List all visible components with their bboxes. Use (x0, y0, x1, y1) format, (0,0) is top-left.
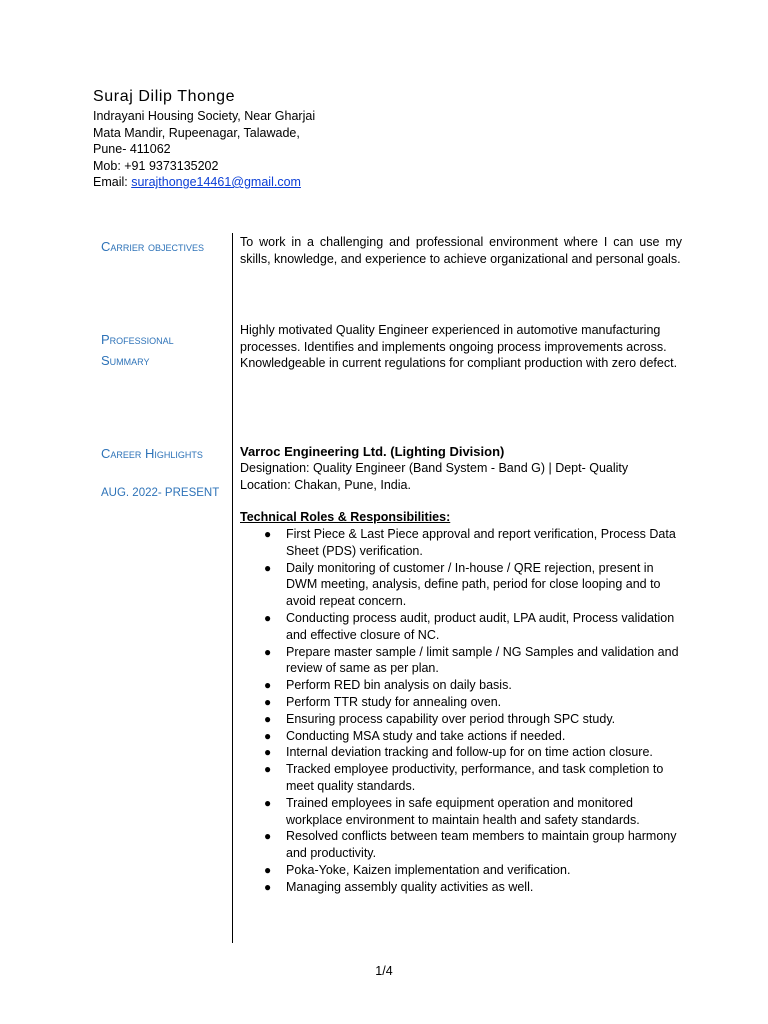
list-item (240, 644, 685, 678)
bullet-dot-icon: ● (264, 762, 272, 777)
bullet-dot-icon: ● (264, 610, 272, 625)
list-item (240, 677, 685, 694)
candidate-name: Suraj Dilip Thonge (93, 88, 236, 105)
list-item (240, 795, 685, 829)
bullet-dot-icon: ● (264, 527, 272, 541)
list-item-text: Conducting MSA study and take actions if needed. (286, 728, 566, 743)
bullet-dot-icon: ● (264, 829, 272, 844)
list-item (240, 560, 685, 610)
list-item-text: Daily monitoring of customer / In-house / QRE rejection, present in DWM meeting, analysis, define path, period for close looping and to avoid repeat concern. (286, 560, 661, 609)
list-item-text: Internal deviation tracking and follow-up for on time action closure. (286, 745, 653, 760)
list-item-text: Trained employees in safe equipment operation and monitored workplace environment to maintain health and safety standards. (286, 795, 640, 827)
bullet-dot-icon: ● (264, 745, 272, 760)
list-item (240, 744, 685, 761)
list-item (240, 694, 685, 711)
responsibilities-list (240, 526, 685, 896)
list-item (240, 761, 685, 795)
list-item-text: Resolved conflicts between team members to maintain group harmony and productivity. (286, 829, 677, 861)
list-item-text: Managing assembly quality activities as well. (286, 879, 534, 894)
section-divider (232, 233, 233, 943)
list-item-text: Ensuring process capability over period through SPC study. (286, 711, 616, 726)
list-item (240, 879, 685, 896)
bullet-dot-icon: ● (264, 728, 272, 743)
list-item-text: First Piece & Last Piece approval and report verification, Process Data Sheet (PDS) verification. (286, 527, 676, 558)
list-item (240, 526, 685, 560)
carrier-objectives-label: Carrier objectives (101, 239, 205, 254)
bullet-dot-icon: ● (264, 678, 272, 693)
professional-summary-label-line-2: Summary (101, 353, 150, 368)
bullet-dot-icon: ● (264, 694, 272, 709)
responsibilities-heading: Technical Roles & Responsibilities: (240, 510, 451, 524)
list-item-text: Perform TTR study for annealing oven. (286, 694, 502, 709)
job-location: Location: Chakan, Pune, India. (240, 477, 411, 492)
list-item (240, 828, 685, 862)
professional-summary-label (101, 329, 229, 371)
bullet-dot-icon: ● (264, 795, 272, 810)
email-link[interactable]: surajthonge14461@gmail.com (131, 175, 301, 189)
list-item-text: Tracked employee productivity, performance, and task completion to meet quality standards. (286, 762, 664, 793)
bullet-dot-icon: ● (264, 560, 272, 575)
list-item-text: Prepare master sample / limit sample / NG Samples and validation and review of same as per plan. (286, 644, 679, 676)
company-name: Varroc Engineering Ltd. (Lighting Division) (240, 444, 505, 459)
job-designation: Designation: Quality Engineer (Band System - Band G) | Dept- Quality (240, 461, 629, 475)
list-item (240, 711, 685, 728)
professional-summary-label-line-1: Professional (101, 332, 174, 347)
list-item-text: Conducting process audit, product audit, LPA audit, Process validation and effective closure of NC. (286, 610, 675, 642)
address-line-2: Mata Mandir, Rupeenagar, Talawade, (93, 125, 300, 140)
professional-summary-text: Highly motivated Quality Engineer experienced in automotive manufacturing processes. Identifies and implements ongoing process improvements across. Knowledgeable in current regulations for compliant production with zero defect. (240, 323, 678, 370)
contact-header (93, 87, 513, 191)
job-details (240, 443, 682, 493)
email-row (93, 174, 513, 191)
email-label: Email: (93, 175, 132, 189)
employment-date-range: AUG. 2022- PRESENT (101, 487, 220, 499)
list-item-text: Poka-Yoke, Kaizen implementation and verification. (286, 862, 571, 877)
bullet-dot-icon: ● (264, 879, 272, 894)
list-item-text: Perform RED bin analysis on daily basis. (286, 678, 512, 693)
address-line-1: Indrayani Housing Society, Near Gharjai (93, 109, 316, 123)
list-item (240, 862, 685, 879)
page-number: 1/4 (375, 964, 393, 978)
bullet-dot-icon: ● (264, 711, 272, 726)
list-item (240, 728, 685, 745)
bullet-dot-icon: ● (264, 862, 272, 877)
career-highlights-label: Career Highlights (101, 446, 203, 461)
carrier-objectives-text: To work in a challenging and professional environment where I can use my skills, knowledge, and experience to achieve organizational and personal goals. (240, 235, 682, 266)
list-item (240, 610, 685, 644)
address-line-3: Pune- 411062 (93, 142, 171, 156)
mobile-number: Mob: +91 9373135202 (93, 158, 219, 173)
bullet-dot-icon: ● (264, 644, 272, 659)
